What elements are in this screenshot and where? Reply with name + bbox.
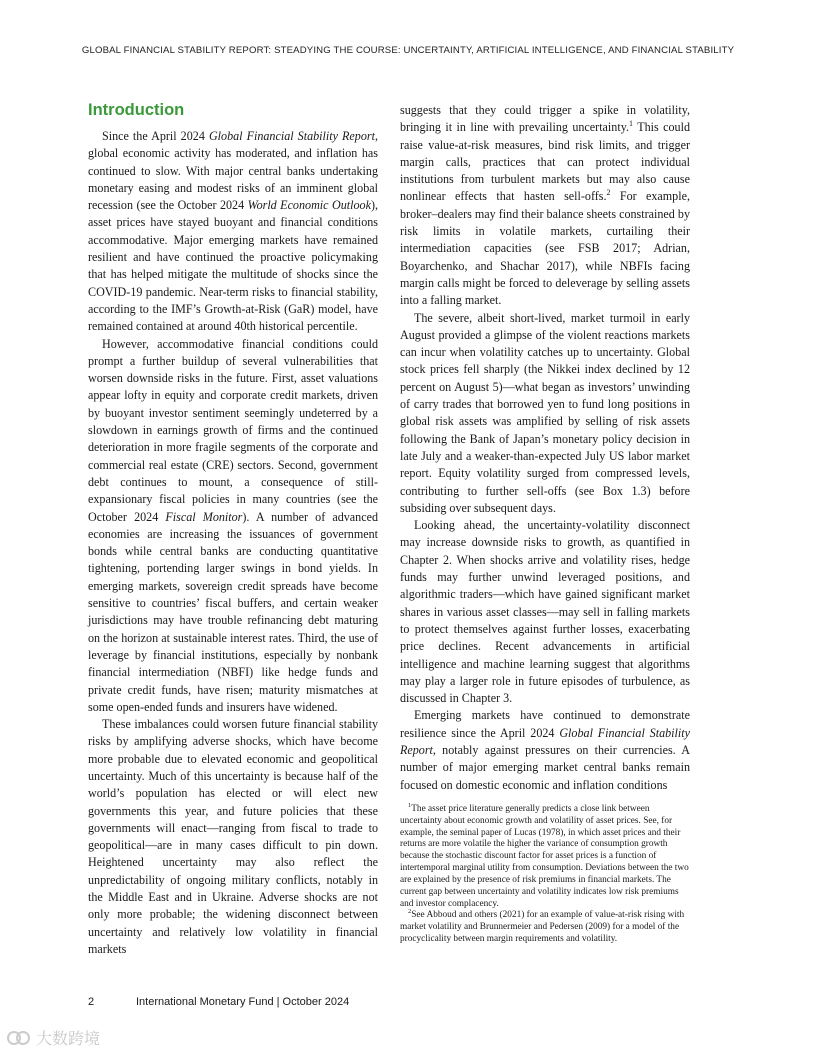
page-number: 2 <box>88 996 95 1008</box>
running-header: GLOBAL FINANCIAL STABILITY REPORT: STEADYING THE COURSE: UNCERTAINTY, ARTIFICIAL INTELLIGENCE, AND FINANCIAL STABILITY <box>81 45 735 56</box>
section-title: Introduction <box>88 101 185 119</box>
footnote: $^1$The asset price literature generally predicts a close link between uncertainty about economic growth and volatility of asset prices. See, for example, the seminal paper of Lucas (1978), in which asset prices and their returns are more volatile the higher the variance of consumption growth because the stochastic discount factor for asset prices is a function of intertemporal marginal utility from consumption. Deviations between the two are explained by the presence of risk premiums in financial markets. The current gap between uncertainty and volatility indicates low risk premiums and investor complacency. <box>400 801 689 909</box>
paragraph: The severe, albeit short-lived, market turmoil in early August provided a glimpse of the violent reactions markets can incur when volatility catches up to uncertainty. Global stock prices fell sharply (the Nikkei index declined by 12 percent on August 5)—what began as investors’ unwinding of carry trades that borrowed yen to fund long positions in global risk assets was amplified by selling of risk assets following the Bank of Japan’s monetary policy decision in late July and a weaker-than-expected July US labor market report. Equity volatility surged from compressed levels, contributing to further sell-offs (see Box 1.3) before subsiding over subsequent days. <box>400 310 690 515</box>
publication-info: International Monetary Fund | October 2024 <box>136 996 350 1008</box>
right-column <box>400 102 690 946</box>
footnote: $^2$See Abboud and others (2021) for an example of value-at-risk rising with market volatility and Brunnermeier and Pedersen (2009) for a model of the procyclicality between margin requirements and volatility. <box>400 908 685 945</box>
page-footer <box>88 996 349 1008</box>
watermark-logo-icon <box>6 1029 32 1047</box>
footnote-ref[interactable]: 1 <box>628 119 633 129</box>
paragraph: suggests that they could trigger a spike in volatility, bringing it in line with prevailing uncertainty.$^1$ This could raise value-at-risk measures, bind risk limits, and trigger margin calls, practices that can protect individual institutions from turbulent markets but may also cause nonlinear effects that hasten sell-offs.$^2$ For example, broker–dealers may find their balance sheets constrained by risk limits in volatile markets, curtailing their intermediation capacities (see FSB 2017; Adrian, Boyarchenko, and Shachar 2017), while NBFIs facing margin calls might be forced to deleverage by selling assets into a falling market. <box>400 103 690 308</box>
paragraph: However, accommodative financial conditions could prompt a further buildup of several vulnerabilities that worsen downside risks in the future. First, asset valuations appear lofty in equity and corporate credit markets, driven by buoyant investor sentiment seemingly undeterred by a slowdown in earnings growth of firms and the continued deterioration in more fragile segments of the corporate and commercial real estate (CRE) sectors. Second, government debt continues to mount, a consequence of still-expansionary fiscal policies in many countries (see the October 2024 Fiscal Monitor). A number of advanced economies are increasing the issuances of government bonds while central banks are conducting quantitative tightening, portending larger swings in bond yields. In emerging markets, sovereign credit spreads have become sensitive to countries’ fiscal buffers, and certain weaker jurisdictions may have trouble refinancing debt maturing on the horizon at sustainable interest rates. Third, the use of leverage by financial institutions, especially by nonbank financial intermediation (NBFI) like hedge funds and private credit funds, have risen; maturity mismatches at some open-ended funds and insurers have widened. <box>88 336 379 714</box>
watermark-text: 大数跨境 <box>36 1029 101 1048</box>
paragraph: These imbalances could worsen future financial stability risks by amplifying adverse shocks, which have become more probable due to elevated economic and geopolitical uncertainty. Much of this uncertainty is because half of the world’s population has elected or will elect new governments this year, and future policies that these governments will enact—ranging from fiscal to trade to geopolitical—are in many cases difficult to pin down. Heightened uncertainty may also reflect the unpredictability of ongoing military conflicts, notably in the Middle East and in Ukraine. Adverse shocks are not only more probable; the widening disconnect between uncertainty and relatively low volatility in financial markets <box>88 717 378 956</box>
paragraph: Emerging markets have continued to demonstrate resilience since the April 2024 Global Financial Stability Report, notably against pressures on their currencies. A number of major emerging market central banks remain focused on domestic economic and inflation conditions <box>400 708 690 792</box>
left-column <box>88 100 378 958</box>
footnote-ref[interactable]: 2 <box>606 188 611 198</box>
paragraph: Looking ahead, the uncertainty-volatility disconnect may increase downside risks to growth, as quantified in Chapter 2. When shocks arrive and volatility rises, hedge funds may further unwind leveraged positions, and algorithmic traders—which have gained significant market shares in various asset classes—may sell in falling markets to protect themselves against further losses, exacerbating price declines. Recent advancements in artificial intelligence and machine learning suggest that algorithms may play a larger role in future episodes of turbulence, as discussed in Chapter 3. <box>400 518 690 706</box>
paragraph: Since the April 2024 Global Financial Stability Report, global economic activity has moderated, and inflation has continued to slow. With major central banks undertaking monetary easing and modest risks of an imminent global recession (see the October 2024 World Economic Outlook), asset prices have stayed buoyant and financial conditions accommodative. Major emerging markets have remained resilient and have continued the proactive policymaking that has helped mitigate the multitude of shocks since the COVID-19 pandemic. Near-term risks to financial stability, according to the IMF’s Growth-at-Risk (GaR) model, have remained contained at around 40th historical percentile. <box>88 129 379 334</box>
watermark <box>6 1026 100 1049</box>
